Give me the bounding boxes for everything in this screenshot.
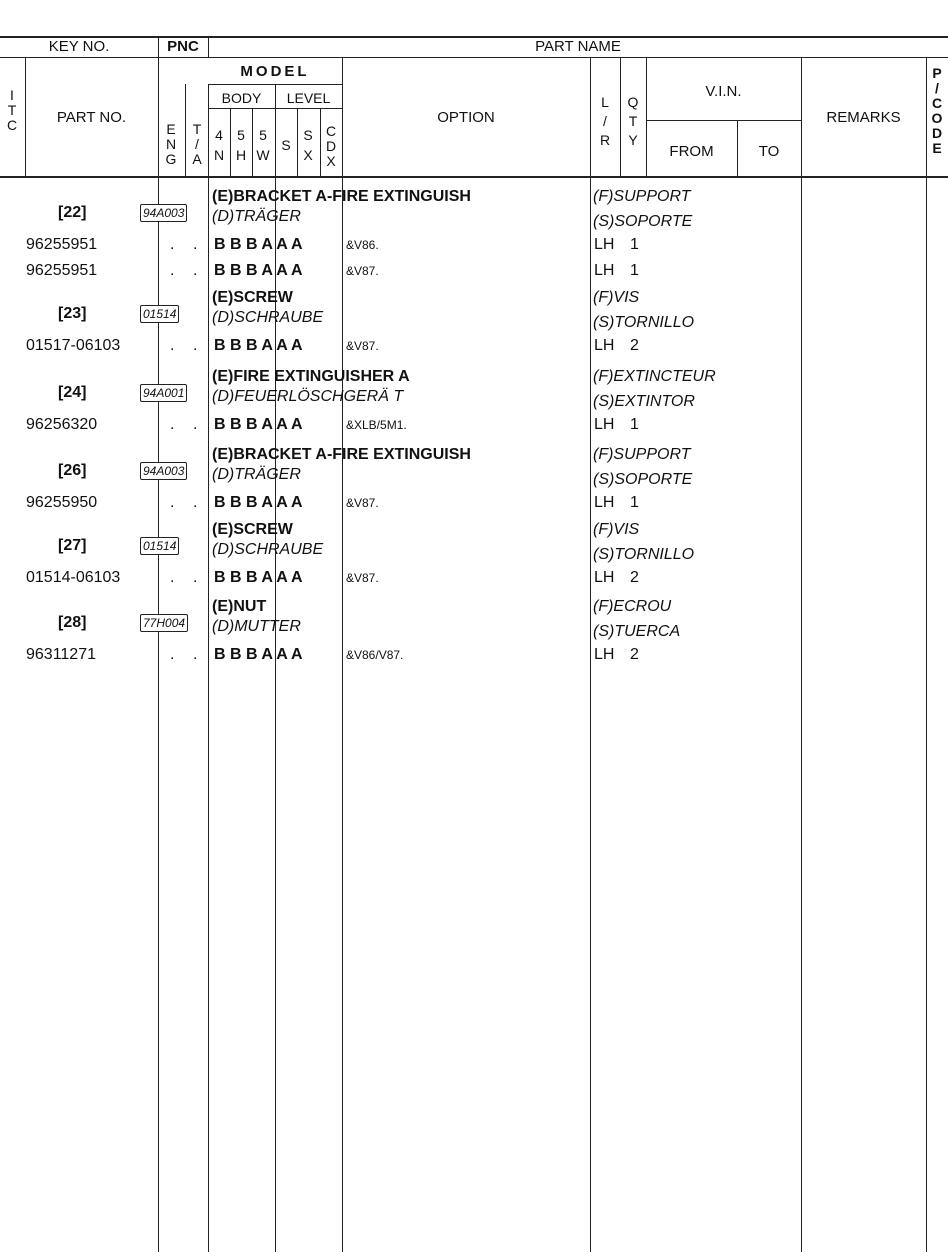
lr-value: LH <box>594 262 615 279</box>
body-col-char: N <box>213 147 225 163</box>
qty-value: 2 <box>630 646 639 663</box>
eng-letter: N <box>165 136 177 152</box>
part-name-english: (E)SCREW <box>212 521 293 538</box>
part-number[interactable]: 96255951 <box>26 262 98 279</box>
part-name-french: (F)ECROU <box>593 598 672 615</box>
ta-letter: T <box>192 121 202 137</box>
pcode-letter: C <box>931 95 943 111</box>
part-name-english: (E)SCREW <box>212 289 293 306</box>
lr-value: LH <box>594 416 615 433</box>
model-codes: B B B A A A <box>214 262 303 279</box>
eng-value: . <box>170 262 175 279</box>
part-name-german: (D)SCHRAUBE <box>212 541 324 558</box>
part-name-french: (F)EXTINCTEUR <box>593 368 716 385</box>
qty-header <box>626 95 640 148</box>
level-col-sx <box>301 128 315 163</box>
itc-letter: C <box>6 117 18 133</box>
part-name-german: (D)MUTTER <box>212 618 301 635</box>
pcode-letter: P <box>932 65 942 81</box>
header-row1-divider <box>0 57 948 58</box>
part-name-english: (E)FIRE EXTINGUISHER A <box>212 368 410 385</box>
part-number[interactable]: 96256320 <box>26 416 98 433</box>
part-name-spanish: (S)TUERCA <box>593 623 681 640</box>
pnc-code-box: 01514 <box>140 305 179 323</box>
lr-value: LH <box>594 236 615 253</box>
body-col-4n <box>212 128 226 163</box>
qty-value: 2 <box>630 337 639 354</box>
vline-body-sub1 <box>230 108 231 177</box>
lr-letter: L <box>601 94 609 110</box>
pnc-header: PNC <box>167 38 199 55</box>
part-name-spanish: (S)TORNILLO <box>593 314 695 331</box>
body-col-char: 5 <box>259 127 267 143</box>
eng-value: . <box>170 646 175 663</box>
part-number[interactable]: 01517-06103 <box>26 337 121 354</box>
part-name-english: (E)NUT <box>212 598 267 615</box>
level-col-char: X <box>303 147 313 163</box>
option-code: &V87. <box>346 571 379 585</box>
part-name-french: (F)SUPPORT <box>593 188 691 205</box>
pnc-code-box: 94A003 <box>140 204 187 222</box>
vin-header: V.I.N. <box>705 83 742 100</box>
vline-level-sub1 <box>297 108 298 177</box>
part-name-french: (F)VIS <box>593 289 640 306</box>
header-bottom-border <box>0 176 948 178</box>
part-name-french: (F)VIS <box>593 521 640 538</box>
pcode-header <box>930 66 944 156</box>
part-name-german: (D)TRÄGER <box>212 466 301 483</box>
ta-header <box>190 122 204 167</box>
lr-value: LH <box>594 494 615 511</box>
eng-letter: G <box>165 151 177 167</box>
pcode-letter: O <box>931 110 943 126</box>
vline-body-level <box>275 84 276 1252</box>
body-header: BODY <box>221 90 262 106</box>
option-code: &V86/V87. <box>346 648 404 662</box>
pcode-letter: / <box>935 80 939 96</box>
vline-level-option <box>342 57 343 1252</box>
model-codes: B B B A A A <box>214 494 303 511</box>
eng-value: . <box>170 416 175 433</box>
ta-value: . <box>193 646 198 663</box>
itc-letter: I <box>10 87 14 103</box>
model-codes: B B B A A A <box>214 337 303 354</box>
qty-letter: Q <box>627 94 639 110</box>
option-code: &V87. <box>346 264 379 278</box>
ta-value: . <box>193 337 198 354</box>
lr-header <box>598 95 612 148</box>
body-col-char: W <box>256 147 270 163</box>
qty-letter: Y <box>628 132 638 148</box>
lr-letter: / <box>603 113 607 129</box>
vin-divider <box>646 120 801 121</box>
model-codes: B B B A A A <box>214 236 303 253</box>
part-name-french: (F)SUPPORT <box>593 446 691 463</box>
body-col-char: 4 <box>215 127 223 143</box>
ta-value: . <box>193 416 198 433</box>
key-number: [23] <box>58 305 87 322</box>
part-no-header: PART NO. <box>56 109 127 126</box>
part-name-german: (D)FEUERLÖSCHGERÄ T <box>212 388 404 405</box>
vline-body-sub2 <box>252 108 253 177</box>
key-number: [22] <box>58 204 87 221</box>
pcode-letter: E <box>932 140 942 156</box>
itc-header <box>5 88 19 133</box>
pnc-code-box: 77H004 <box>140 614 188 632</box>
pnc-code-box: 94A003 <box>140 462 187 480</box>
option-code: &V87. <box>346 339 379 353</box>
ta-value: . <box>193 262 198 279</box>
model-codes: B B B A A A <box>214 646 303 663</box>
lr-letter: R <box>599 132 611 148</box>
part-name-english: (E)BRACKET A-FIRE EXTINGUISH <box>212 188 471 205</box>
lr-value: LH <box>594 569 615 586</box>
part-name-spanish: (S)SOPORTE <box>593 213 693 230</box>
part-name-german: (D)SCHRAUBE <box>212 309 324 326</box>
ta-letter: / <box>195 136 199 152</box>
qty-letter: T <box>628 113 638 129</box>
part-name-header: PART NAME <box>535 38 621 55</box>
part-name-spanish: (S)SOPORTE <box>593 471 693 488</box>
pcode-letter: D <box>931 125 943 141</box>
pnc-code-box: 94A001 <box>140 384 187 402</box>
ta-letter: A <box>192 151 202 167</box>
eng-value: . <box>170 337 175 354</box>
level-col-s <box>279 138 293 153</box>
vline-ta-body <box>208 84 209 1252</box>
qty-value: 2 <box>630 569 639 586</box>
qty-value: 1 <box>630 236 639 253</box>
ta-value: . <box>193 236 198 253</box>
part-number[interactable]: 96311271 <box>26 646 96 663</box>
remarks-header: REMARKS <box>826 109 901 126</box>
vline-vin-remarks <box>801 57 802 1252</box>
part-name-english: (E)BRACKET A-FIRE EXTINGUISH <box>212 446 471 463</box>
option-code: &V86. <box>346 238 379 252</box>
vline-option-lr <box>590 57 591 1252</box>
body-col-char: 5 <box>237 127 245 143</box>
eng-value: . <box>170 236 175 253</box>
pnc-code-box: 01514 <box>140 537 179 555</box>
level-col-char: S <box>303 127 313 143</box>
lr-value: LH <box>594 337 615 354</box>
level-col-cdx <box>324 124 338 169</box>
eng-letter: E <box>166 121 176 137</box>
vin-from-header: FROM <box>669 143 714 160</box>
vline-lr-qty <box>620 57 621 177</box>
vline-level-sub2 <box>320 108 321 177</box>
level-col-char: D <box>325 138 337 154</box>
model-header: MODEL <box>240 63 310 80</box>
level-col-char: X <box>326 153 336 169</box>
key-number: [26] <box>58 462 87 479</box>
part-number[interactable]: 96255950 <box>26 494 98 511</box>
lr-value: LH <box>594 646 615 663</box>
key-number: [28] <box>58 614 87 631</box>
model-codes: B B B A A A <box>214 416 303 433</box>
part-name-spanish: (S)EXTINTOR <box>593 393 695 410</box>
itc-letter: T <box>7 102 17 118</box>
part-number[interactable]: 96255951 <box>26 236 98 253</box>
eng-header <box>164 122 178 167</box>
eng-value: . <box>170 494 175 511</box>
ta-value: . <box>193 494 198 511</box>
model-codes: B B B A A A <box>214 569 303 586</box>
vline-remarks-pcode <box>926 57 927 1252</box>
body-col-char: H <box>235 147 247 163</box>
key-number: [27] <box>58 537 87 554</box>
eng-value: . <box>170 569 175 586</box>
vline-eng-ta <box>185 84 186 177</box>
ta-value: . <box>193 569 198 586</box>
vin-to-header: TO <box>758 143 780 160</box>
part-name-german: (D)TRÄGER <box>212 208 301 225</box>
level-header: LEVEL <box>286 90 331 106</box>
qty-value: 1 <box>630 262 639 279</box>
body-col-5h <box>234 128 248 163</box>
top-border <box>0 36 948 38</box>
option-code: &V87. <box>346 496 379 510</box>
key-number: [24] <box>58 384 87 401</box>
body-col-5w <box>256 128 270 163</box>
level-col-char: S <box>281 137 291 153</box>
qty-value: 1 <box>630 494 639 511</box>
key-no-header: KEY NO. <box>48 38 110 55</box>
option-header: OPTION <box>437 109 495 126</box>
part-number[interactable]: 01514-06103 <box>26 569 121 586</box>
option-code: &XLB/5M1. <box>346 418 407 432</box>
level-col-char: C <box>325 123 337 139</box>
qty-value: 1 <box>630 416 639 433</box>
part-name-spanish: (S)TORNILLO <box>593 546 695 563</box>
